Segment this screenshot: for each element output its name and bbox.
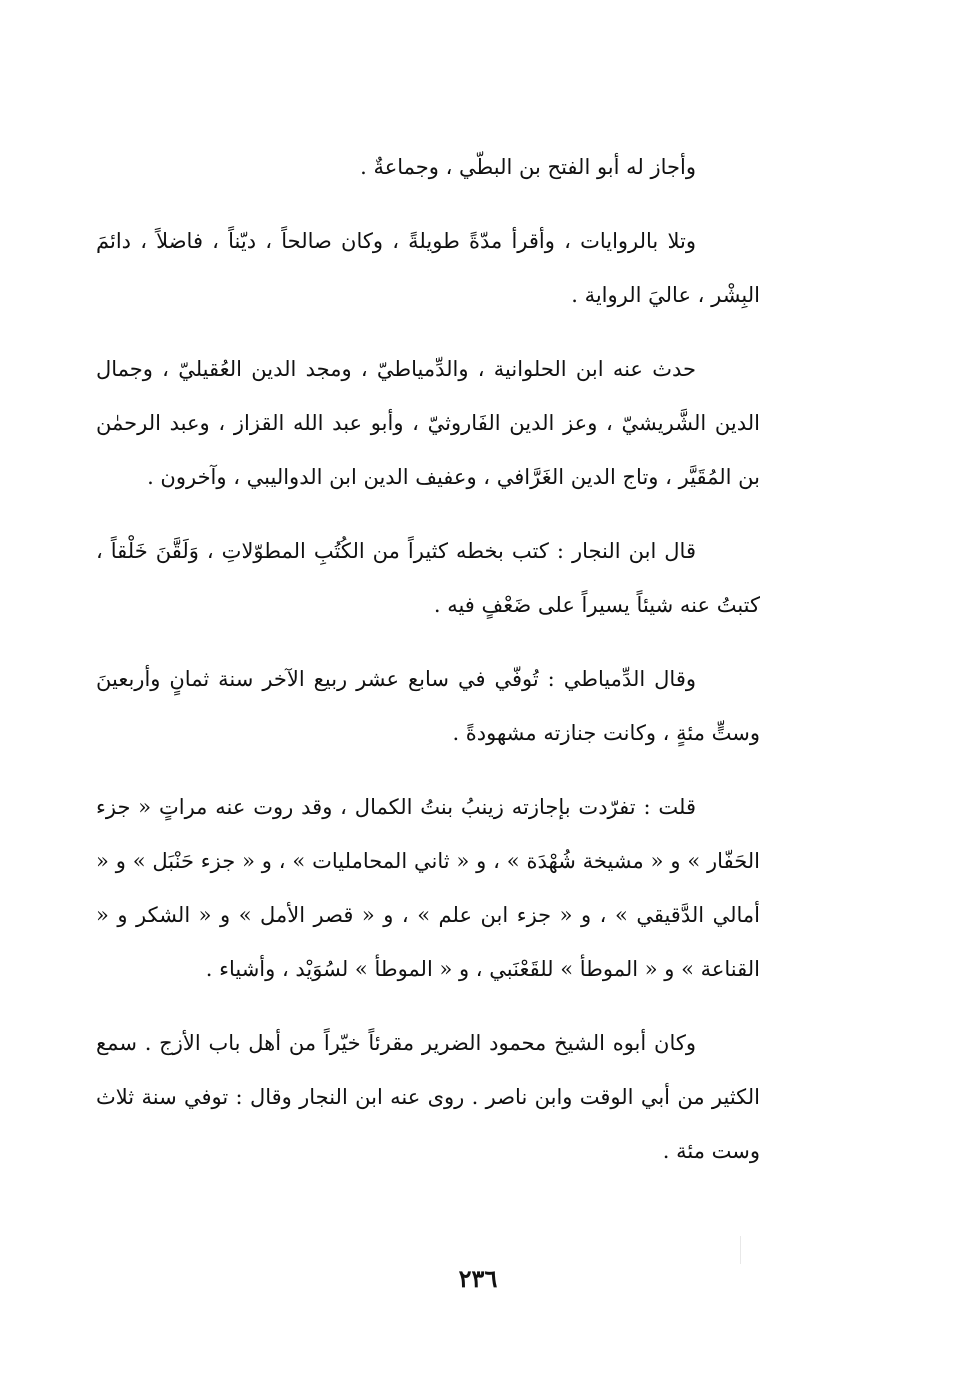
paragraph-qiraat: وتلا بالروايات ، وأقرأ مدّةً طويلةً ، وكان صالحاً ، ديّناً ، فاضلاً ، دائمَ البِشْر ، عاليَ الرواية . xyxy=(96,229,760,307)
paragraph-death: وقال الدِّمياطي : تُوفّي في سابع عشر ربيع الآخر سنة ثمانٍ وأربعينَ وستٍّ مئةٍ ، وكانت جنازته مشهودةً . xyxy=(96,667,760,745)
paragraph-zaynab: قلت : تفرّدت بإجازته زينبُ بنتُ الكمال ، وقد روت عنه مراتٍ « جزء الحَفّار » و « مشيخة شُهْدَة » ، و « ثاني المحامليات » ، و « جزء حَنْبَل » و « أمالي الدَّقيقي » ، و « جزء ابن علم » ، و « قصر الأمل » و « الشكر و « القناعة » و « الموطأ » للقَعْنَبي ، و « الموطأ » لسُوَيْد ، وأشياء . xyxy=(96,795,760,981)
paragraph-narrators: حدث عنه ابن الحلوانية ، والدِّمياطيّ ، ومجد الدين العُقيليّ ، وجمال الدين الشَّريشيّ ، وعز الدين الفَاروثيّ ، وأبو عبد الله القزاز ، وعبد الرحمٰن بن المُقَيَّر ، وتاج الدين الغَرَّافي ، وعفيف الدين ابن الدواليبي ، وآخرون . xyxy=(96,357,760,489)
body-text xyxy=(96,140,760,1198)
page-number: ٢٣٦ xyxy=(458,1264,498,1293)
paragraph-ijaza: وأجاز له أبو الفتح بن البطّي ، وجماعةٌ . xyxy=(360,155,696,179)
paragraph-father: وكان أبوه الشيخ محمود الضرير مقرئاً خيّراً من أهل باب الأزج . سمع الكثير من أبي الوقت وابن ناصر . روى عنه ابن النجار وقال : توفي سنة ثلاث وست مئة . xyxy=(96,1031,760,1163)
paragraph-ibn-najjar: قال ابن النجار : كتب بخطه كثيراً من الكُتُبِ المطوّلاتِ ، وَلَقَّنَ خَلْقاً ، كتبتُ عنه شيئاً يسيراً على ضَعْفٍ فيه . xyxy=(96,539,760,617)
scan-artifact-line xyxy=(740,1236,741,1264)
